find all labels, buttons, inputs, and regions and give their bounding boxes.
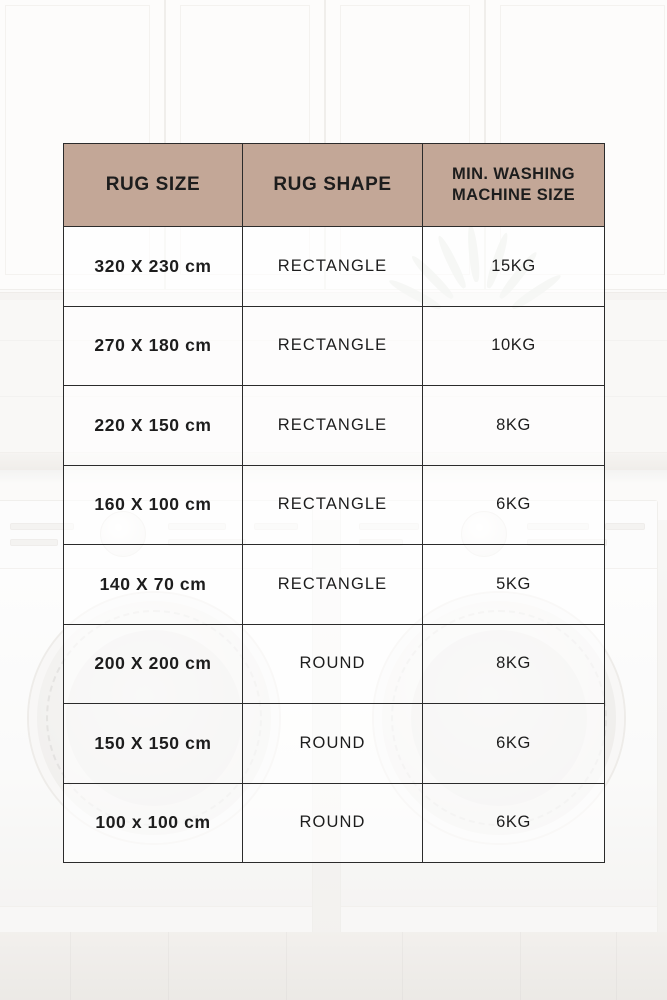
table-header-row [64, 144, 605, 227]
cell-machine-size: 6KG [423, 704, 605, 784]
table-body [64, 227, 605, 863]
cell-machine-size: 8KG [423, 386, 605, 466]
cell-machine-size: 8KG [423, 624, 605, 704]
cell-rug-size: 140 X 70 cm [64, 545, 243, 625]
cell-rug-size: 320 X 230 cm [64, 227, 243, 307]
cell-rug-shape: ROUND [243, 783, 423, 863]
cell-machine-size: 15KG [423, 227, 605, 307]
table-row [64, 545, 605, 625]
cell-machine-size: 5KG [423, 545, 605, 625]
cell-rug-size: 270 X 180 cm [64, 306, 243, 386]
table-row [64, 624, 605, 704]
table-row [64, 704, 605, 784]
cell-rug-shape: RECTANGLE [243, 306, 423, 386]
cell-rug-size: 100 x 100 cm [64, 783, 243, 863]
cell-machine-size: 10KG [423, 306, 605, 386]
table-row [64, 386, 605, 466]
column-header-rug-size: RUG SIZE [64, 144, 243, 227]
cell-rug-size: 200 X 200 cm [64, 624, 243, 704]
cell-rug-shape: ROUND [243, 704, 423, 784]
table-row [64, 783, 605, 863]
cell-machine-size: 6KG [423, 465, 605, 545]
column-header-machine-size: MIN. WASHING MACHINE SIZE [423, 144, 605, 227]
cell-rug-size: 160 X 100 cm [64, 465, 243, 545]
table-row [64, 227, 605, 307]
cell-rug-shape: RECTANGLE [243, 227, 423, 307]
cell-rug-shape: ROUND [243, 624, 423, 704]
cell-rug-shape: RECTANGLE [243, 545, 423, 625]
cell-rug-size: 150 X 150 cm [64, 704, 243, 784]
table-row [64, 306, 605, 386]
rug-size-table-container [63, 143, 604, 863]
cell-rug-shape: RECTANGLE [243, 465, 423, 545]
rug-size-table [63, 143, 605, 863]
table-row [64, 465, 605, 545]
cell-machine-size: 6KG [423, 783, 605, 863]
column-header-rug-shape: RUG SHAPE [243, 144, 423, 227]
table-header [64, 144, 605, 227]
cell-rug-size: 220 X 150 cm [64, 386, 243, 466]
cell-rug-shape: RECTANGLE [243, 386, 423, 466]
